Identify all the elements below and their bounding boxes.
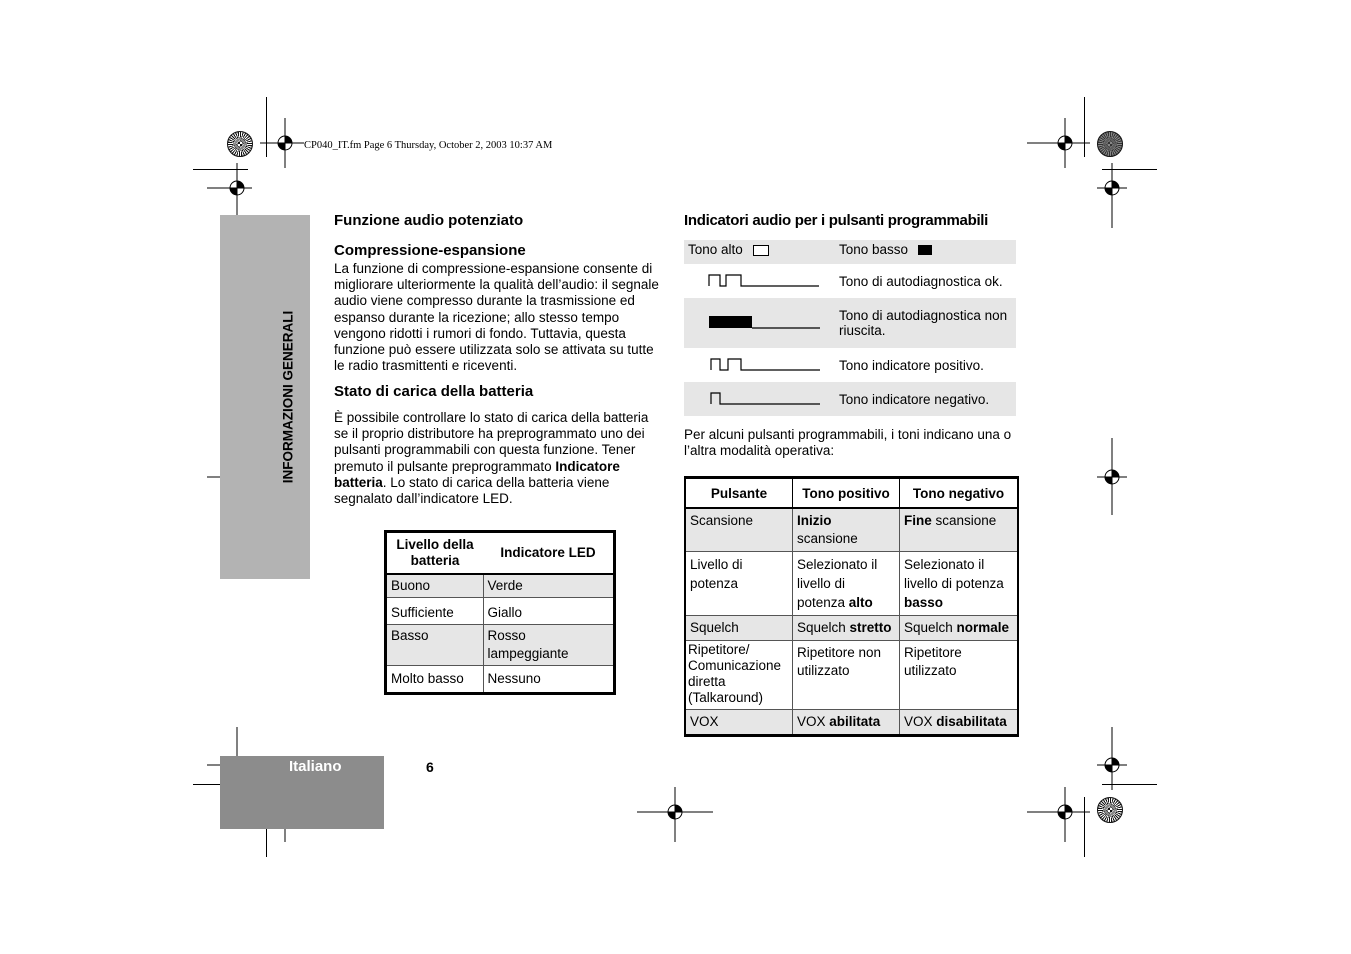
- column-header: Indicatore LED: [483, 532, 615, 575]
- legend-cell: [835, 240, 1016, 264]
- tone-row: [684, 264, 1016, 298]
- page-number: 6: [426, 759, 434, 775]
- footer-language: Italiano: [289, 758, 342, 775]
- mode-intro-paragraph: Per alcuni pulsanti programmabili, i toni indicano una o l’altra modalità operativa:: [684, 427, 1012, 459]
- color-wheel-mark: [1097, 131, 1123, 157]
- tone-row: [684, 348, 1016, 382]
- table-cell: Squelch stretto: [793, 616, 900, 641]
- tone-row: [684, 298, 1016, 348]
- table-cell: Inizio scansione: [793, 508, 900, 552]
- table-cell: Ripetitore non utilizzato: [793, 641, 900, 710]
- table-row: [685, 641, 1018, 710]
- table-cell: Fine scansione: [900, 508, 1019, 552]
- table-cell: Squelch normale: [900, 616, 1019, 641]
- column-header: Livello della batteria: [386, 532, 484, 575]
- table-cell: VOX abilitata: [793, 710, 900, 736]
- self-test-ok-waveform-icon: [704, 273, 824, 287]
- battery-paragraph: È possibile controllare lo stato di carica della batteria se il proprio distributore ha preprogrammato uno dei pulsanti programmabili con questa funzione. Tener premuto il pulsante preprogrammato Indicatore batteria. Lo stato di carica della batteria viene segnalato dall’indicatore LED.: [334, 410, 649, 507]
- legend-cell: [684, 240, 835, 264]
- heading-battery-status: Stato di carica della batteria: [334, 383, 534, 400]
- table-row: [685, 508, 1018, 552]
- tone-legend-row: [684, 240, 1016, 264]
- section-sidebar: [220, 215, 310, 579]
- tone-waveform: [684, 382, 835, 416]
- positive-tone-waveform-icon: [704, 357, 824, 371]
- self-test-fail-waveform-icon: [704, 315, 824, 329]
- column-header: Pulsante: [685, 478, 793, 509]
- table-cell: Squelch: [685, 616, 793, 641]
- table-cell: VOX disabilitata: [900, 710, 1019, 736]
- table-row: [386, 574, 615, 598]
- color-wheel-mark: [227, 131, 253, 157]
- table-cell: Rosso lampeggiante: [483, 625, 615, 666]
- tone-waveform: [684, 298, 835, 348]
- battery-table: [384, 530, 616, 695]
- negative-tone-waveform-icon: [704, 391, 824, 405]
- table-cell: Verde: [483, 574, 615, 598]
- tone-table: [684, 240, 1016, 416]
- table-cell: Basso: [386, 625, 484, 666]
- file-info-header: CP040_IT.fm Page 6 Thursday, October 2, 2003 10:37 AM: [304, 140, 553, 151]
- table-cell: VOX: [685, 710, 793, 736]
- table-row: [685, 710, 1018, 736]
- table-cell: Selezionato il livello di potenza basso: [900, 552, 1019, 616]
- high-tone-label: Tono alto: [688, 242, 743, 257]
- section-label: INFORMAZIONI GENERALI: [280, 310, 296, 484]
- tone-waveform: [684, 348, 835, 382]
- table-row: [386, 598, 615, 625]
- compander-paragraph: La funzione di compressione-espansione consente di migliorare ulteriormente la qualità dell’audio: il segnale audio viene compresso durante la trasmissione ed espanso durante la ricezione; allo stesso tempo vengono ridotti i rumori di fondo. Tuttavia, questa funzione può essere utilizzata solo se attivata su tutte le radio trasmittenti e riceventi.: [334, 261, 659, 374]
- table-cell: Molto basso: [386, 666, 484, 694]
- tone-description: Tono di autodiagnostica non riuscita.: [835, 298, 1016, 348]
- heading-compander: Compressione-espansione: [334, 242, 526, 259]
- table-row: [386, 625, 615, 666]
- table-cell: Nessuno: [483, 666, 615, 694]
- heading-enhanced-audio: Funzione audio potenziato: [334, 212, 524, 229]
- column-header: Tono positivo: [793, 478, 900, 509]
- tone-row: [684, 382, 1016, 416]
- table-header-row: [685, 478, 1018, 509]
- table-row: [685, 616, 1018, 641]
- table-cell: Buono: [386, 574, 484, 598]
- low-tone-label: Tono basso: [839, 242, 909, 257]
- table-cell: Giallo: [483, 598, 615, 625]
- low-tone-icon: [918, 245, 932, 255]
- table-cell: Selezionato il livello di potenza alto: [793, 552, 900, 616]
- table-cell: Livello di potenza: [685, 552, 793, 616]
- tone-description: Tono di autodiagnostica ok.: [839, 273, 1003, 289]
- table-cell: Ripetitore/ Comunicazione diretta (Talkaround): [685, 641, 793, 710]
- tone-description: Tono indicatore positivo.: [839, 357, 984, 373]
- heading-audio-indicators: Indicatori audio per i pulsanti programmabili: [684, 212, 989, 229]
- tone-waveform: [684, 264, 835, 298]
- table-cell: Scansione: [685, 508, 793, 552]
- color-wheel-mark: [1097, 797, 1123, 823]
- table-row: [386, 666, 615, 694]
- mode-table: [684, 476, 1019, 737]
- table-header-row: [386, 532, 615, 575]
- table-cell: Sufficiente: [386, 598, 484, 625]
- tone-description: Tono indicatore negativo.: [835, 382, 1016, 416]
- column-header: Tono negativo: [900, 478, 1019, 509]
- high-tone-icon: [753, 245, 769, 256]
- table-row: [685, 552, 1018, 616]
- table-cell: Ripetitore utilizzato: [900, 641, 1019, 710]
